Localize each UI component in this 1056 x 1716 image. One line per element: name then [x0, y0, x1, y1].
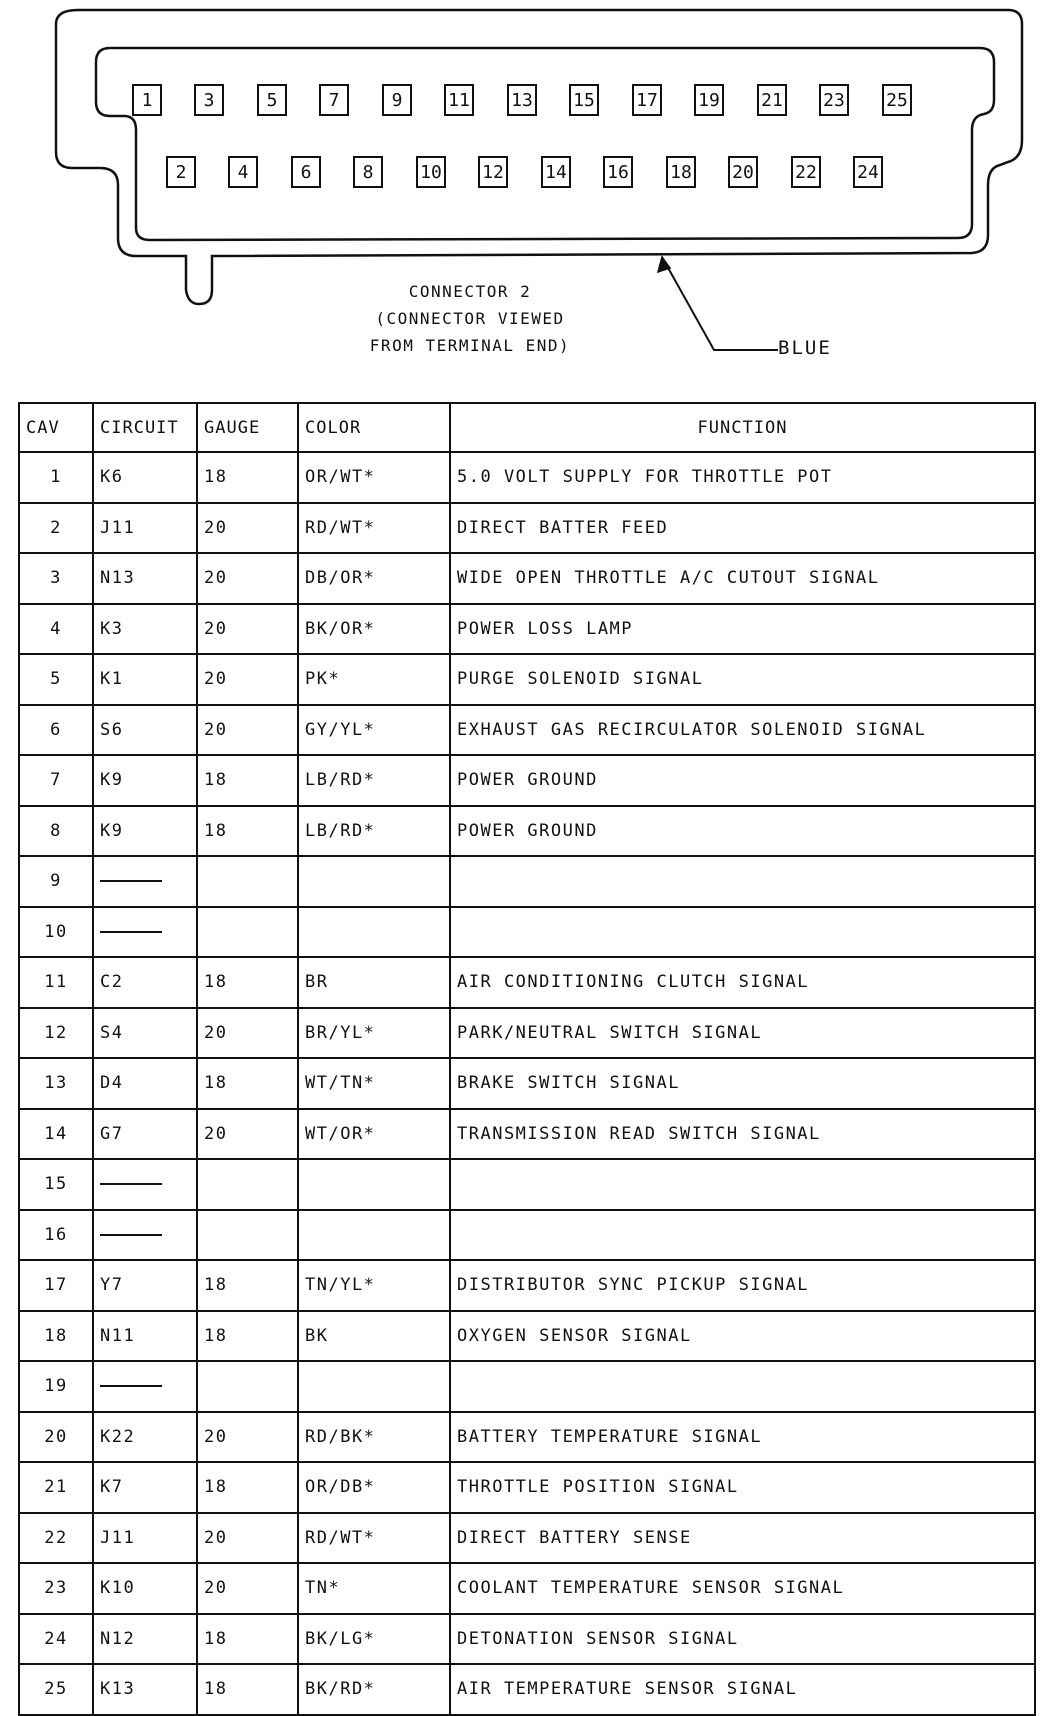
color-cell: LB/RD* [298, 755, 450, 806]
color-cell [298, 856, 450, 907]
cav-cell: 25 [19, 1664, 93, 1715]
color-cell: RD/WT* [298, 503, 450, 554]
table-row [19, 452, 1035, 503]
pin-cavity: 14 [541, 156, 571, 188]
pin-cavity: 10 [416, 156, 446, 188]
color-cell: BK/RD* [298, 1664, 450, 1715]
circuit-cell: K3 [93, 604, 197, 655]
table-row [19, 1664, 1035, 1715]
caption-line: CONNECTOR 2 [408, 282, 532, 301]
bottom-pin-row [0, 156, 1056, 196]
cav-cell: 12 [19, 1008, 93, 1059]
cav-cell: 4 [19, 604, 93, 655]
table-body [19, 452, 1035, 1715]
circuit-cell [93, 907, 197, 958]
pin-cavity: 17 [632, 84, 662, 116]
gauge-cell [197, 1159, 298, 1210]
function-cell: PURGE SOLENOID SIGNAL [450, 654, 1035, 705]
function-cell [450, 856, 1035, 907]
caption-line: (CONNECTOR VIEWED [375, 309, 565, 328]
color-cell: BK/LG* [298, 1614, 450, 1665]
cav-cell: 23 [19, 1563, 93, 1614]
gauge-cell [197, 1361, 298, 1412]
unused-circuit-dash [100, 1183, 162, 1185]
cavity-wiring-table [18, 402, 1036, 1716]
color-cell: TN* [298, 1563, 450, 1614]
pin-cavity: 7 [319, 84, 349, 116]
function-cell [450, 1210, 1035, 1261]
color-cell: RD/WT* [298, 1513, 450, 1564]
color-cell: BR [298, 957, 450, 1008]
function-cell: TRANSMISSION READ SWITCH SIGNAL [450, 1109, 1035, 1160]
pin-cavity: 11 [444, 84, 474, 116]
color-cell [298, 907, 450, 958]
table-row [19, 1008, 1035, 1059]
table-row [19, 806, 1035, 857]
cav-cell: 20 [19, 1412, 93, 1463]
function-cell: THROTTLE POSITION SIGNAL [450, 1462, 1035, 1513]
gauge-cell: 20 [197, 654, 298, 705]
circuit-cell [93, 1210, 197, 1261]
header-cav: CAV [19, 403, 93, 452]
gauge-cell [197, 856, 298, 907]
table-row [19, 856, 1035, 907]
pin-cavity: 5 [257, 84, 287, 116]
circuit-cell: N13 [93, 553, 197, 604]
gauge-cell: 18 [197, 1260, 298, 1311]
table-row [19, 503, 1035, 554]
function-cell: DIRECT BATTERY SENSE [450, 1513, 1035, 1564]
circuit-cell: J11 [93, 503, 197, 554]
function-cell: PARK/NEUTRAL SWITCH SIGNAL [450, 1008, 1035, 1059]
table-row [19, 654, 1035, 705]
circuit-cell: K10 [93, 1563, 197, 1614]
pin-cavity: 24 [853, 156, 883, 188]
table-row [19, 755, 1035, 806]
circuit-cell: K1 [93, 654, 197, 705]
color-cell [298, 1210, 450, 1261]
cav-cell: 3 [19, 553, 93, 604]
circuit-cell: D4 [93, 1058, 197, 1109]
color-cell [298, 1159, 450, 1210]
gauge-cell [197, 1210, 298, 1261]
unused-circuit-dash [100, 1234, 162, 1236]
header-function: FUNCTION [450, 403, 1035, 452]
circuit-cell: N11 [93, 1311, 197, 1362]
circuit-cell: S6 [93, 705, 197, 756]
gauge-cell: 18 [197, 1614, 298, 1665]
pin-cavity: 18 [666, 156, 696, 188]
cav-cell: 19 [19, 1361, 93, 1412]
cav-cell: 8 [19, 806, 93, 857]
circuit-cell: K9 [93, 806, 197, 857]
function-cell: BRAKE SWITCH SIGNAL [450, 1058, 1035, 1109]
gauge-cell: 20 [197, 553, 298, 604]
connector-caption [300, 278, 640, 359]
table-row [19, 1260, 1035, 1311]
gauge-cell: 20 [197, 1513, 298, 1564]
unused-circuit-dash [100, 1385, 162, 1387]
color-cell: OR/WT* [298, 452, 450, 503]
circuit-cell [93, 1361, 197, 1412]
function-cell: WIDE OPEN THROTTLE A/C CUTOUT SIGNAL [450, 553, 1035, 604]
table-row [19, 1614, 1035, 1665]
cav-cell: 14 [19, 1109, 93, 1160]
gauge-cell: 20 [197, 1563, 298, 1614]
pin-cavity: 3 [194, 84, 224, 116]
table-row [19, 553, 1035, 604]
table-row [19, 1311, 1035, 1362]
gauge-cell: 20 [197, 604, 298, 655]
gauge-cell: 18 [197, 1462, 298, 1513]
function-cell: DETONATION SENSOR SIGNAL [450, 1614, 1035, 1665]
circuit-cell: K6 [93, 452, 197, 503]
circuit-cell [93, 856, 197, 907]
pin-cavity: 25 [882, 84, 912, 116]
function-cell: EXHAUST GAS RECIRCULATOR SOLENOID SIGNAL [450, 705, 1035, 756]
circuit-cell: Y7 [93, 1260, 197, 1311]
gauge-cell: 18 [197, 755, 298, 806]
function-cell [450, 1159, 1035, 1210]
cav-cell: 6 [19, 705, 93, 756]
table-row [19, 957, 1035, 1008]
color-cell: RD/BK* [298, 1412, 450, 1463]
circuit-cell: G7 [93, 1109, 197, 1160]
caption-line: FROM TERMINAL END) [369, 336, 571, 355]
circuit-cell [93, 1159, 197, 1210]
table-row [19, 1563, 1035, 1614]
pin-cavity: 6 [291, 156, 321, 188]
color-cell: DB/OR* [298, 553, 450, 604]
cav-cell: 16 [19, 1210, 93, 1261]
table-row [19, 1109, 1035, 1160]
function-cell: POWER LOSS LAMP [450, 604, 1035, 655]
function-cell [450, 907, 1035, 958]
pin-cavity: 4 [228, 156, 258, 188]
function-cell: OXYGEN SENSOR SIGNAL [450, 1311, 1035, 1362]
pin-cavity: 20 [728, 156, 758, 188]
gauge-cell: 18 [197, 1664, 298, 1715]
table-row [19, 1361, 1035, 1412]
circuit-cell: K7 [93, 1462, 197, 1513]
table-row [19, 705, 1035, 756]
color-cell: WT/TN* [298, 1058, 450, 1109]
function-cell: POWER GROUND [450, 755, 1035, 806]
circuit-cell: K9 [93, 755, 197, 806]
unused-circuit-dash [100, 880, 162, 882]
pin-cavity: 19 [694, 84, 724, 116]
color-cell: GY/YL* [298, 705, 450, 756]
header-color: COLOR [298, 403, 450, 452]
gauge-cell: 20 [197, 1109, 298, 1160]
cav-cell: 17 [19, 1260, 93, 1311]
top-pin-row [0, 84, 1056, 124]
table-row [19, 1462, 1035, 1513]
cav-cell: 15 [19, 1159, 93, 1210]
color-cell: BR/YL* [298, 1008, 450, 1059]
pin-cavity: 21 [757, 84, 787, 116]
cav-cell: 22 [19, 1513, 93, 1564]
function-cell [450, 1361, 1035, 1412]
cav-cell: 9 [19, 856, 93, 907]
gauge-cell: 18 [197, 957, 298, 1008]
table-row [19, 1210, 1035, 1261]
table-row [19, 907, 1035, 958]
circuit-cell: S4 [93, 1008, 197, 1059]
table-row [19, 604, 1035, 655]
cav-cell: 13 [19, 1058, 93, 1109]
color-cell: WT/OR* [298, 1109, 450, 1160]
unused-circuit-dash [100, 931, 162, 933]
table-row [19, 1058, 1035, 1109]
color-cell: OR/DB* [298, 1462, 450, 1513]
table-row [19, 1159, 1035, 1210]
gauge-cell: 20 [197, 1412, 298, 1463]
function-cell: DISTRIBUTOR SYNC PICKUP SIGNAL [450, 1260, 1035, 1311]
circuit-cell: C2 [93, 957, 197, 1008]
pin-cavity: 8 [353, 156, 383, 188]
cav-cell: 11 [19, 957, 93, 1008]
header-gauge: GAUGE [197, 403, 298, 452]
cav-cell: 18 [19, 1311, 93, 1362]
cav-cell: 10 [19, 907, 93, 958]
pin-cavity: 13 [507, 84, 537, 116]
gauge-cell: 18 [197, 1311, 298, 1362]
gauge-cell: 20 [197, 503, 298, 554]
color-cell: BK [298, 1311, 450, 1362]
circuit-cell: K13 [93, 1664, 197, 1715]
function-cell: COOLANT TEMPERATURE SENSOR SIGNAL [450, 1563, 1035, 1614]
pin-cavity: 1 [132, 84, 162, 116]
pin-cavity: 12 [478, 156, 508, 188]
pin-cavity: 15 [569, 84, 599, 116]
gauge-cell: 18 [197, 1058, 298, 1109]
header-circuit: CIRCUIT [93, 403, 197, 452]
gauge-cell: 20 [197, 1008, 298, 1059]
gauge-cell: 18 [197, 452, 298, 503]
circuit-cell: K22 [93, 1412, 197, 1463]
cav-cell: 7 [19, 755, 93, 806]
function-cell: BATTERY TEMPERATURE SIGNAL [450, 1412, 1035, 1463]
callout-blue-label: BLUE [778, 337, 832, 359]
pin-cavity: 16 [603, 156, 633, 188]
cav-cell: 2 [19, 503, 93, 554]
pin-cavity: 23 [819, 84, 849, 116]
cav-cell: 5 [19, 654, 93, 705]
gauge-cell: 20 [197, 705, 298, 756]
color-cell: TN/YL* [298, 1260, 450, 1311]
pin-cavity: 2 [166, 156, 196, 188]
function-cell: DIRECT BATTER FEED [450, 503, 1035, 554]
color-cell [298, 1361, 450, 1412]
circuit-cell: J11 [93, 1513, 197, 1564]
cav-cell: 24 [19, 1614, 93, 1665]
circuit-cell: N12 [93, 1614, 197, 1665]
pin-cavity: 9 [382, 84, 412, 116]
function-cell: AIR CONDITIONING CLUTCH SIGNAL [450, 957, 1035, 1008]
table-header-row [19, 403, 1035, 452]
table-row [19, 1412, 1035, 1463]
function-cell: AIR TEMPERATURE SENSOR SIGNAL [450, 1664, 1035, 1715]
table-row [19, 1513, 1035, 1564]
function-cell: 5.0 VOLT SUPPLY FOR THROTTLE POT [450, 452, 1035, 503]
color-cell: LB/RD* [298, 806, 450, 857]
color-cell: BK/OR* [298, 604, 450, 655]
gauge-cell [197, 907, 298, 958]
gauge-cell: 18 [197, 806, 298, 857]
color-cell: PK* [298, 654, 450, 705]
function-cell: POWER GROUND [450, 806, 1035, 857]
pin-cavity: 22 [791, 156, 821, 188]
cav-cell: 21 [19, 1462, 93, 1513]
cav-cell: 1 [19, 452, 93, 503]
